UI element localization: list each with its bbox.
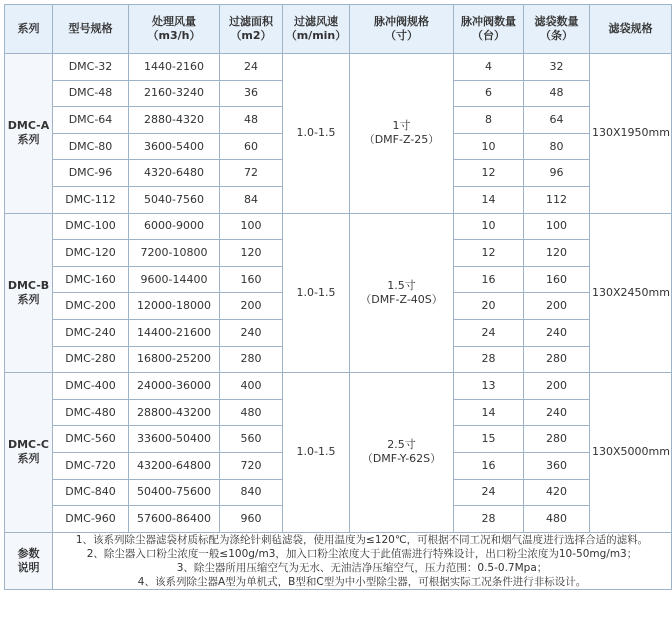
valve-count-cell: 10 <box>454 213 524 240</box>
header-series: 系列 <box>5 5 53 54</box>
valve-model: （DMF-Z-25） <box>363 133 440 147</box>
bag-count-cell: 280 <box>524 426 590 453</box>
bag-count-cell: 200 <box>524 373 590 400</box>
filter-area-cell: 48 <box>220 107 283 134</box>
bag-count-cell: 280 <box>524 346 590 373</box>
valve-count-cell: 28 <box>454 346 524 373</box>
filter-area-cell: 480 <box>220 399 283 426</box>
filter-area-cell: 120 <box>220 240 283 267</box>
valve-model: （DMF-Z-40S） <box>360 292 443 306</box>
header-bag-count-label: 滤袋数量 <box>534 15 579 28</box>
valve-count-cell: 24 <box>454 319 524 346</box>
header-valve-count-unit: （台） <box>472 29 505 42</box>
valve-model: （DMF-Y-62S） <box>361 452 442 466</box>
air-volume-cell: 2160-3240 <box>129 80 220 107</box>
table-header <box>5 5 672 54</box>
filter-speed-cell: 1.0-1.5 <box>283 213 350 373</box>
valve-count-cell: 16 <box>454 266 524 293</box>
header-valve-spec-unit: （寸） <box>385 29 418 42</box>
bag-spec-cell: 130X5000mm <box>590 373 672 533</box>
bag-count-cell: 80 <box>524 133 590 160</box>
filter-area-cell: 200 <box>220 293 283 320</box>
bag-count-cell: 360 <box>524 452 590 479</box>
model-cell: DMC-400 <box>53 373 129 400</box>
air-volume-cell: 2880-4320 <box>129 107 220 134</box>
air-volume-cell: 16800-25200 <box>129 346 220 373</box>
valve-count-cell: 14 <box>454 399 524 426</box>
header-valve-count <box>454 5 524 54</box>
header-filter-speed-label: 过滤风速 <box>294 15 338 28</box>
bag-count-cell: 420 <box>524 479 590 506</box>
filter-area-cell: 960 <box>220 506 283 533</box>
filter-area-cell: 560 <box>220 426 283 453</box>
air-volume-cell: 3600-5400 <box>129 133 220 160</box>
model-cell: DMC-240 <box>53 319 129 346</box>
valve-count-cell: 4 <box>454 54 524 81</box>
model-cell: DMC-480 <box>53 399 129 426</box>
header-bag-count-unit: （条） <box>540 29 573 42</box>
filter-area-cell: 100 <box>220 213 283 240</box>
bag-count-cell: 480 <box>524 506 590 533</box>
bag-spec-cell: 130X1950mm <box>590 54 672 214</box>
air-volume-cell: 43200-64800 <box>129 452 220 479</box>
spec-table <box>4 4 672 590</box>
header-air-volume-label: 处理风量 <box>152 15 196 28</box>
model-cell: DMC-80 <box>53 133 129 160</box>
notes-row <box>5 532 672 589</box>
valve-count-cell: 24 <box>454 479 524 506</box>
bag-count-cell: 32 <box>524 54 590 81</box>
valve-count-cell: 16 <box>454 452 524 479</box>
valve-count-cell: 20 <box>454 293 524 320</box>
model-cell: DMC-96 <box>53 160 129 187</box>
bag-count-cell: 240 <box>524 319 590 346</box>
model-cell: DMC-960 <box>53 506 129 533</box>
bag-count-cell: 48 <box>524 80 590 107</box>
model-cell: DMC-32 <box>53 54 129 81</box>
bag-count-cell: 200 <box>524 293 590 320</box>
header-filter-speed <box>283 5 350 54</box>
header-bag-count <box>524 5 590 54</box>
valve-count-cell: 6 <box>454 80 524 107</box>
header-filter-area-label: 过滤面积 <box>229 15 273 28</box>
air-volume-cell: 24000-36000 <box>129 373 220 400</box>
model-cell: DMC-112 <box>53 186 129 213</box>
notes-content <box>53 532 672 589</box>
bag-count-cell: 240 <box>524 399 590 426</box>
model-cell: DMC-720 <box>53 452 129 479</box>
table-body <box>5 54 672 590</box>
header-air-volume-unit: （m3/h） <box>147 29 201 42</box>
valve-count-cell: 28 <box>454 506 524 533</box>
filter-area-cell: 72 <box>220 160 283 187</box>
filter-area-cell: 240 <box>220 319 283 346</box>
header-valve-spec <box>350 5 454 54</box>
filter-area-cell: 400 <box>220 373 283 400</box>
filter-speed-cell: 1.0-1.5 <box>283 373 350 533</box>
valve-count-cell: 12 <box>454 160 524 187</box>
model-cell: DMC-100 <box>53 213 129 240</box>
valve-spec-cell <box>350 373 454 533</box>
header-filter-area <box>220 5 283 54</box>
table-row <box>5 213 672 240</box>
valve-count-cell: 13 <box>454 373 524 400</box>
note-item: 4、该系列除尘器A型为单机式，B型和C型为中小型除尘器，可根据实际工况条件进行非标设计。 <box>137 575 587 588</box>
filter-area-cell: 60 <box>220 133 283 160</box>
notes-label: 参数 说明 <box>5 532 53 589</box>
series-cell <box>5 213 53 373</box>
series-suffix: 系列 <box>17 133 40 147</box>
series-name: DMC-C <box>7 438 50 452</box>
valve-size: 1寸 <box>392 119 411 133</box>
note-item: 1、该系列除尘器滤袋材质标配为涤纶针刺毡滤袋，使用温度为≤120℃，可根据不同工况和烟气温度进行选择合适的滤料。 <box>75 533 649 546</box>
air-volume-cell: 7200-10800 <box>129 240 220 267</box>
filter-area-cell: 840 <box>220 479 283 506</box>
filter-area-cell: 36 <box>220 80 283 107</box>
series-suffix: 系列 <box>17 292 40 306</box>
valve-size: 2.5寸 <box>387 438 416 452</box>
valve-count-cell: 8 <box>454 107 524 134</box>
note-item: 3、除尘器所用压缩空气为无水、无油洁净压缩空气，压力范围：0.5-0.7Mpa； <box>176 561 548 574</box>
note-item: 2、除尘器入口粉尘浓度一般≤100g/m3，加入口粉尘浓度大于此值需进行特殊设计，出口粉尘浓度为10-50mg/m3； <box>86 547 638 560</box>
air-volume-cell: 14400-21600 <box>129 319 220 346</box>
series-suffix: 系列 <box>17 452 40 466</box>
air-volume-cell: 28800-43200 <box>129 399 220 426</box>
air-volume-cell: 5040-7560 <box>129 186 220 213</box>
filter-speed-cell: 1.0-1.5 <box>283 54 350 214</box>
filter-area-cell: 160 <box>220 266 283 293</box>
air-volume-cell: 12000-18000 <box>129 293 220 320</box>
bag-count-cell: 100 <box>524 213 590 240</box>
filter-area-cell: 24 <box>220 54 283 81</box>
valve-count-cell: 12 <box>454 240 524 267</box>
valve-spec-cell <box>350 54 454 214</box>
model-cell: DMC-64 <box>53 107 129 134</box>
model-cell: DMC-48 <box>53 80 129 107</box>
air-volume-cell: 33600-50400 <box>129 426 220 453</box>
valve-count-cell: 15 <box>454 426 524 453</box>
air-volume-cell: 4320-6480 <box>129 160 220 187</box>
header-valve-count-label: 脉冲阀数量 <box>461 15 516 28</box>
series-name: DMC-A <box>7 119 50 133</box>
table-row <box>5 54 672 81</box>
series-name: DMC-B <box>7 278 50 292</box>
header-bag-spec: 滤袋规格 <box>590 5 672 54</box>
table-row <box>5 373 672 400</box>
bag-count-cell: 120 <box>524 240 590 267</box>
air-volume-cell: 50400-75600 <box>129 479 220 506</box>
bag-count-cell: 160 <box>524 266 590 293</box>
valve-spec-cell <box>350 213 454 373</box>
valve-count-cell: 10 <box>454 133 524 160</box>
header-air-volume <box>129 5 220 54</box>
header-filter-area-unit: （m2） <box>230 29 272 42</box>
model-cell: DMC-200 <box>53 293 129 320</box>
bag-spec-cell: 130X2450mm <box>590 213 672 373</box>
air-volume-cell: 57600-86400 <box>129 506 220 533</box>
valve-size: 1.5寸 <box>387 278 416 292</box>
bag-count-cell: 96 <box>524 160 590 187</box>
filter-area-cell: 84 <box>220 186 283 213</box>
bag-count-cell: 112 <box>524 186 590 213</box>
bag-count-cell: 64 <box>524 107 590 134</box>
model-cell: DMC-840 <box>53 479 129 506</box>
filter-area-cell: 280 <box>220 346 283 373</box>
model-cell: DMC-280 <box>53 346 129 373</box>
series-cell <box>5 373 53 533</box>
header-valve-spec-label: 脉冲阀规格 <box>374 15 429 28</box>
model-cell: DMC-160 <box>53 266 129 293</box>
header-filter-speed-unit: （m/min） <box>285 29 347 42</box>
valve-count-cell: 14 <box>454 186 524 213</box>
header-model: 型号规格 <box>53 5 129 54</box>
model-cell: DMC-120 <box>53 240 129 267</box>
air-volume-cell: 9600-14400 <box>129 266 220 293</box>
series-cell <box>5 54 53 214</box>
air-volume-cell: 6000-9000 <box>129 213 220 240</box>
filter-area-cell: 720 <box>220 452 283 479</box>
air-volume-cell: 1440-2160 <box>129 54 220 81</box>
model-cell: DMC-560 <box>53 426 129 453</box>
